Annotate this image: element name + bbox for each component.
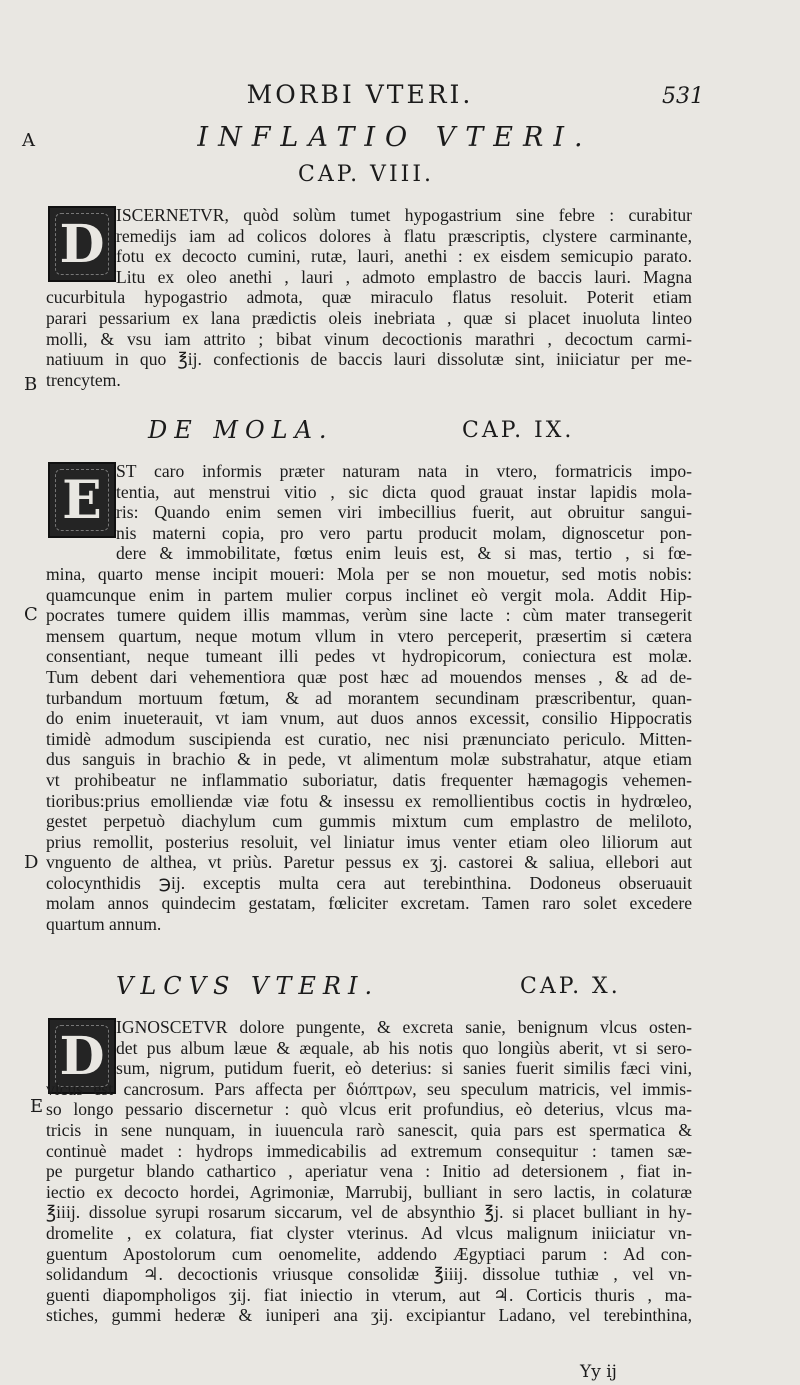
text-line: ST caro informis præter naturam nata in vtero, formatricis impo- [116,461,692,481]
text-line: dromelite , ex colatura, fiat clyster vterinus. Ad vlcus malignum iniiciatur vn- [46,1222,692,1243]
text-line: consentiant, neque tumeant illi pedes vt hydropicorum, coniectura est molæ. [46,646,692,667]
text-line: iectio ex decocto hordei, Agrimoniæ, Marrubij, bulliant in sero lactis, in colaturæ [46,1181,692,1202]
text-line: stiches, gummi hederæ & iuniperi ana ʒij. excipiantur Ladano, vel terebinthina, [46,1305,692,1326]
decorated-initial-e: E [48,462,116,538]
text-line: ris: Quando enim semen viri imbecillius fuerit, aut obruitur sangui- [116,502,692,523]
text-line: guentum Apostolorum cum oenomelite, addendo Ægyptiaci parum : Ad con- [46,1243,692,1264]
text-line: solidandum ♃. decoctionis vriusque consolidæ ℥iiij. dissolue tuthiæ , vel vn- [46,1264,692,1285]
text-line: cucurbitula hypogastrio admota, quæ miraculo flatus resoluit. Poterit etiam [46,287,692,308]
text-line: timidè admodum suscipienda est curatio, nec nisi prænunciato periculo. Mitten- [46,728,692,749]
signature-mark: Yy ij [580,1362,617,1382]
text-line: vnguento de althea, vt priùs. Paretur pessus ex ʒj. castorei & saliua, ellebori aut [46,852,692,873]
text-line: pocrates tumere quidem illis mammas, verùm sine lacte : cùm mater transegerit [46,605,692,626]
text-line: do enim inueterauit, vt iam vnum, aut duos annos excessit, consilio Hippocratis [46,708,692,729]
margin-letter-a: A [22,130,35,151]
margin-letter-d: D [24,852,39,873]
section-title-inflatio: INFLATIO VTERI. [197,122,593,153]
text-line: ISCERNETVR, quòd solùm tumet hypogastrium sine febre : curabitur [116,205,692,225]
text-line: mensem quartum, neque motum vllum in vtero perceperit, præsertim si cætera [46,625,692,646]
chapter-label-9: CAP. IX. [462,418,575,443]
margin-letter-e: E [30,1096,44,1117]
text-line: remedijs iam ad colicos dolores à flatu præscriptis, clystere carminante, [116,225,692,246]
text-line: dere & immobilitate, fœtus enim leuis est, & si mas, tertio , si fœ- [116,543,692,564]
text-line: molli, & vsu iam attrito ; bibat vinum decoctionis marathri , decoctum carmi- [46,328,692,349]
text-line: colocynthidis ℈ij. exceptis multa cera aut terebinthina. Dodoneus obseruauit [46,872,692,893]
page-number: 531 [662,84,704,109]
text-line: tricis in sene nunquam, in iuuencula rarò sanescit, quia pars est spermatica & [46,1119,692,1140]
text-line: so longo pessario discernetur : quò vlcus erit profundius, eò deterius, vlcus ma- [46,1099,692,1120]
text-line: pe purgetur blando cathartico , aperiatur vena : Initio ad detersionem , fiat in- [46,1161,692,1182]
text-line: natiuum in quo ℥ij. confectionis de baccis lauri dissolutæ sint, iniiciatur per me- [46,349,692,370]
chapter-label-8: CAP. VIII. [298,162,435,187]
text-line: prius remollit, posterius resoluit, vel liniatur imus venter etiam oleo liliorum aut [46,831,692,852]
text-line: nis materni copia, pro vero partu producit molam, dignoscetur pon- [116,522,692,543]
text-line: dus sanguis in brachio & in pede, vt alimentum molæ substrahatur, atque etiam [46,749,692,770]
text-line: mina, quarto mense incipit moueri: Mola per se non mouetur, sed motis nobis: [46,563,692,584]
text-line: vlcus est cancrosum. Pars affecta per διόπτρων, seu speculum matricis, vel immis- [46,1078,692,1099]
decorated-initial-d: D [48,206,116,282]
text-line: fotu ex decocto cumini, rutæ, lauri, anethi : ex eisdem semicupio parato. [116,246,692,267]
section-title-mola: DE MOLA. [148,416,334,444]
section-title-vlcus: VLCVS VTERI. [116,972,380,1000]
text-line: turbandum mortuum fœtum, & ad morantem secundinam præscribentur, quan- [46,687,692,708]
text-line: guenti diapompholigos ʒij. fiat iniectio in vterum, aut ♃. Corticis thuris , ma- [46,1284,692,1305]
text-line: trencytem. [46,369,121,390]
margin-letter-b: B [24,374,38,395]
text-line: tentia, aut menstrui vitio , sic dicta quod grauat instar lapidis mola- [116,481,692,502]
text-line: sum, nigrum, putidum fuerit, eò deterius: si sanies fuerit similis fæci vini, [116,1058,692,1079]
running-head: MORBI VTERI. [246,80,474,109]
chapter-label-10: CAP. X. [520,974,621,999]
text-line: det pus album læue & æquale, ab his notis quo longiùs aberit, vt si sero- [116,1037,692,1058]
text-line: parari pessarium ex lana prædictis oleis inebriata , quæ si placet inuoluta linteo [46,307,692,328]
section1-text [46,205,692,390]
text-line: continuè madet : hydrops immedicabilis ad extremum consequitur : tamen sæ- [46,1140,692,1161]
text-line: vt prohibeatur ne inflammatio suboriatur, datis frequenter hæmagogis vehemen- [46,769,692,790]
text-line: gestet perpetuò diachylum cum gummis mixtum cum emplastro de meliloto, [46,811,692,832]
text-line: IGNOSCETVR dolore pungente, & excreta sanie, benignum vlcus osten- [116,1017,692,1037]
text-line: quamcunque enim in partem mulier corpus inclinet eò vergit mola. Addit Hip- [46,584,692,605]
section3-text [46,1017,692,1326]
text-line: molam annos quindecim gestatam, fœliciter excretam. Tamen raro solet excedere [46,893,692,914]
section2-text [46,461,692,935]
text-line: tioribus:prius emolliendæ viæ fotu & insessu ex remollientibus coctis in hydrœleo, [46,790,692,811]
text-line: ℥iiij. dissolue syrupi rosarum siccarum, vel de absynthio ℥j. si placet bulliant in hy- [46,1202,692,1223]
text-line: quartum annum. [46,914,162,935]
decorated-initial-d: D [48,1018,116,1094]
margin-letter-c: C [24,604,38,625]
text-line: Tum debent dari vehementiora quæ post hæc ad mouendos menses , & ad de- [46,666,692,687]
text-line: Litu ex oleo anethi , lauri , admoto emplastro de baccis lauri. Magna [116,266,692,287]
